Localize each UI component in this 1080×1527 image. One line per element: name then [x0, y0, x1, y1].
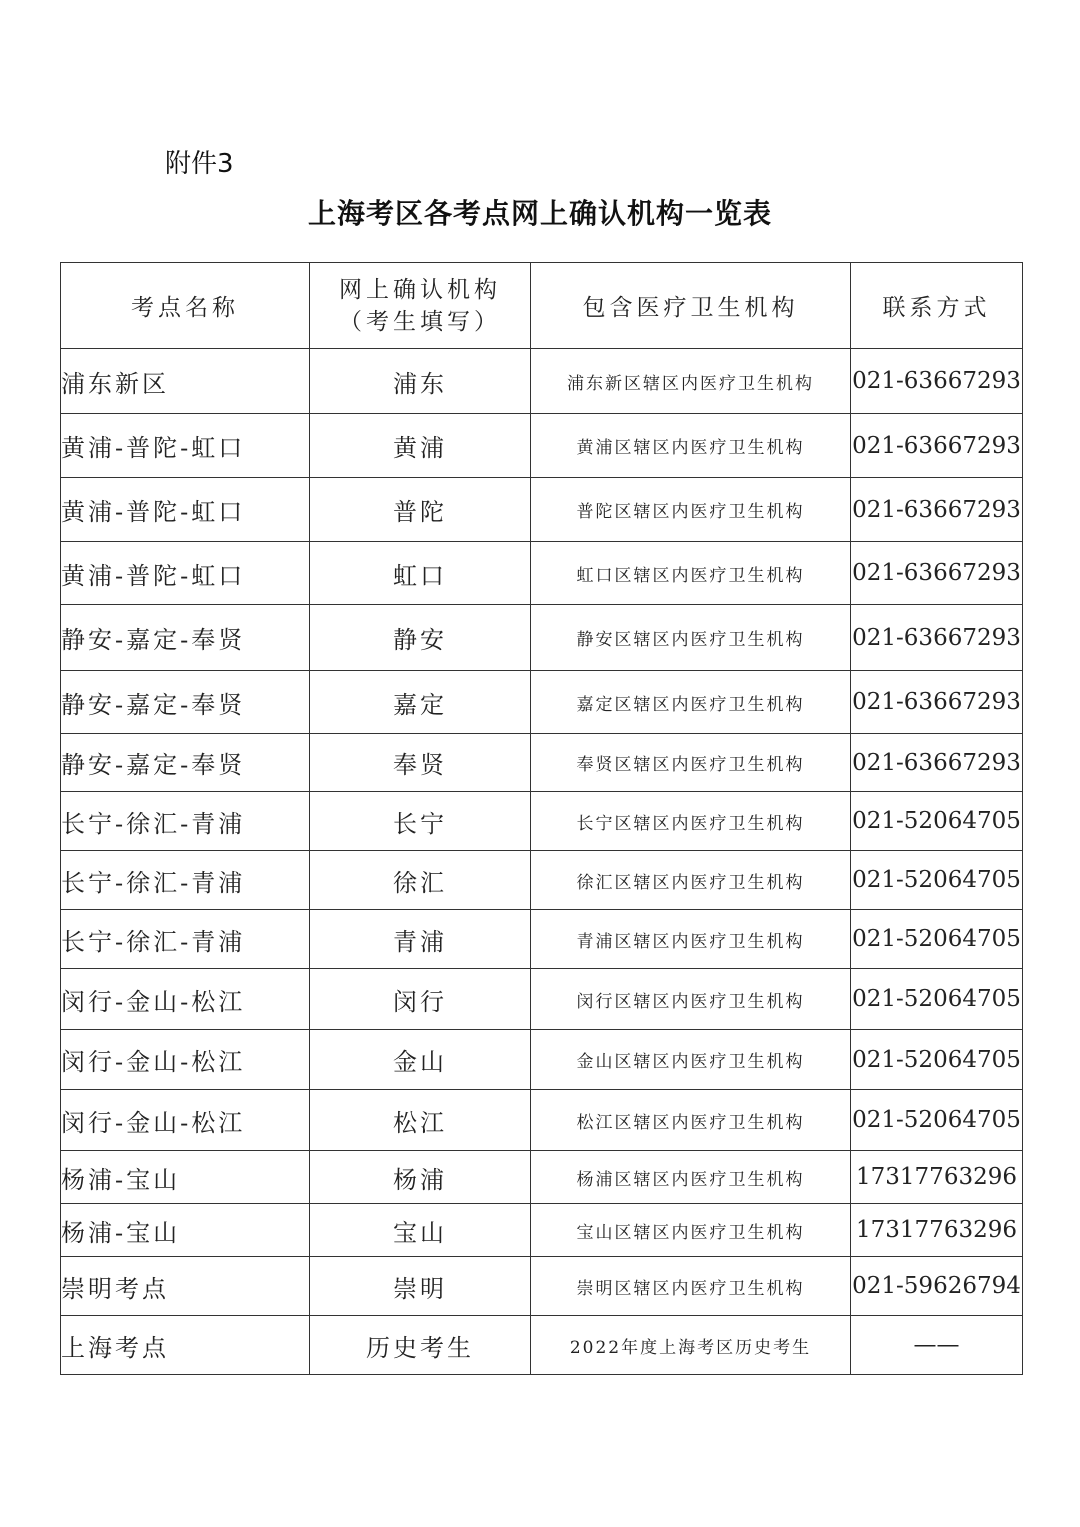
table-row: [61, 1204, 1023, 1257]
cell-org: 浦东: [310, 349, 531, 414]
cell-phone: 021-63667293: [851, 414, 1023, 478]
table-row: [61, 605, 1023, 671]
cell-org: 嘉定: [310, 671, 531, 734]
cell-site: 杨浦-宝山: [61, 1204, 310, 1257]
header-confirm-org-line1: 网上确认机构: [339, 276, 501, 303]
cell-phone: 021-52064705: [851, 1030, 1023, 1090]
table-row: [61, 1090, 1023, 1151]
cell-org: 宝山: [310, 1204, 531, 1257]
cell-site: 黄浦-普陀-虹口: [61, 414, 310, 478]
cell-site: 闵行-金山-松江: [61, 1090, 310, 1151]
cell-site: 长宁-徐汇-青浦: [61, 851, 310, 910]
cell-site: 黄浦-普陀-虹口: [61, 542, 310, 605]
header-confirm-org: [310, 263, 531, 349]
table-row: [61, 1316, 1023, 1375]
header-site-name: 考点名称: [61, 263, 310, 349]
cell-institutions: 闵行区辖区内医疗卫生机构: [531, 969, 851, 1030]
table-row: [61, 349, 1023, 414]
cell-institutions: 宝山区辖区内医疗卫生机构: [531, 1204, 851, 1257]
cell-site: 闵行-金山-松江: [61, 969, 310, 1030]
cell-site: 崇明考点: [61, 1257, 310, 1316]
table-row: [61, 734, 1023, 792]
cell-org: 金山: [310, 1030, 531, 1090]
cell-institutions: 徐汇区辖区内医疗卫生机构: [531, 851, 851, 910]
attachment-label: 附件3: [165, 149, 234, 179]
cell-org: 徐汇: [310, 851, 531, 910]
table-header-row: [61, 263, 1023, 349]
cell-institutions: 崇明区辖区内医疗卫生机构: [531, 1257, 851, 1316]
cell-institutions: 松江区辖区内医疗卫生机构: [531, 1090, 851, 1151]
table-row: [61, 969, 1023, 1030]
table-row: [61, 478, 1023, 542]
cell-phone: 021-52064705: [851, 851, 1023, 910]
cell-org: 历史考生: [310, 1316, 531, 1375]
cell-phone: 021-52064705: [851, 1090, 1023, 1151]
cell-site: 黄浦-普陀-虹口: [61, 478, 310, 542]
cell-institutions: 奉贤区辖区内医疗卫生机构: [531, 734, 851, 792]
cell-org: 闵行: [310, 969, 531, 1030]
document-title: 上海考区各考点网上确认机构一览表: [307, 197, 772, 230]
table-row: [61, 1151, 1023, 1204]
cell-phone: 021-63667293: [851, 478, 1023, 542]
cell-org: 崇明: [310, 1257, 531, 1316]
cell-phone: 17317763296: [851, 1204, 1023, 1257]
cell-institutions: 静安区辖区内医疗卫生机构: [531, 605, 851, 671]
cell-org: 长宁: [310, 792, 531, 851]
cell-site: 长宁-徐汇-青浦: [61, 792, 310, 851]
header-contact: 联系方式: [851, 263, 1023, 349]
cell-phone: 021-52064705: [851, 792, 1023, 851]
table-row: [61, 910, 1023, 969]
cell-org: 黄浦: [310, 414, 531, 478]
table-row: [61, 414, 1023, 478]
cell-org: 虹口: [310, 542, 531, 605]
cell-institutions: 2022年度上海考区历史考生: [531, 1316, 851, 1375]
cell-org: 静安: [310, 605, 531, 671]
cell-phone: 021-63667293: [851, 671, 1023, 734]
cell-institutions: 嘉定区辖区内医疗卫生机构: [531, 671, 851, 734]
cell-site: 静安-嘉定-奉贤: [61, 671, 310, 734]
cell-institutions: 青浦区辖区内医疗卫生机构: [531, 910, 851, 969]
cell-site: 闵行-金山-松江: [61, 1030, 310, 1090]
table-row: [61, 1030, 1023, 1090]
cell-institutions: 长宁区辖区内医疗卫生机构: [531, 792, 851, 851]
cell-phone: 021-63667293: [851, 542, 1023, 605]
cell-site: 静安-嘉定-奉贤: [61, 734, 310, 792]
cell-org: 普陀: [310, 478, 531, 542]
cell-institutions: 浦东新区辖区内医疗卫生机构: [531, 349, 851, 414]
cell-org: 青浦: [310, 910, 531, 969]
cell-org: 松江: [310, 1090, 531, 1151]
cell-institutions: 杨浦区辖区内医疗卫生机构: [531, 1151, 851, 1204]
table-row: [61, 792, 1023, 851]
cell-phone: 021-63667293: [851, 734, 1023, 792]
cell-phone: 021-59626794: [851, 1257, 1023, 1316]
cell-institutions: 黄浦区辖区内医疗卫生机构: [531, 414, 851, 478]
cell-org: 奉贤: [310, 734, 531, 792]
cell-site: 上海考点: [61, 1316, 310, 1375]
cell-phone: ——: [851, 1316, 1023, 1375]
table-row: [61, 1257, 1023, 1316]
cell-site: 长宁-徐汇-青浦: [61, 910, 310, 969]
cell-phone: 021-63667293: [851, 605, 1023, 671]
table-row: [61, 542, 1023, 605]
table-row: [61, 851, 1023, 910]
cell-site: 静安-嘉定-奉贤: [61, 605, 310, 671]
cell-institutions: 金山区辖区内医疗卫生机构: [531, 1030, 851, 1090]
confirmation-org-table: [60, 262, 1023, 1375]
cell-phone: 021-52064705: [851, 969, 1023, 1030]
header-confirm-org-line2: （考生填写）: [339, 308, 501, 335]
header-included-institutions: 包含医疗卫生机构: [531, 263, 851, 349]
cell-phone: 021-52064705: [851, 910, 1023, 969]
cell-phone: 17317763296: [851, 1151, 1023, 1204]
table-row: [61, 671, 1023, 734]
cell-institutions: 普陀区辖区内医疗卫生机构: [531, 478, 851, 542]
cell-site: 杨浦-宝山: [61, 1151, 310, 1204]
cell-phone: 021-63667293: [851, 349, 1023, 414]
cell-institutions: 虹口区辖区内医疗卫生机构: [531, 542, 851, 605]
cell-site: 浦东新区: [61, 349, 310, 414]
cell-org: 杨浦: [310, 1151, 531, 1204]
